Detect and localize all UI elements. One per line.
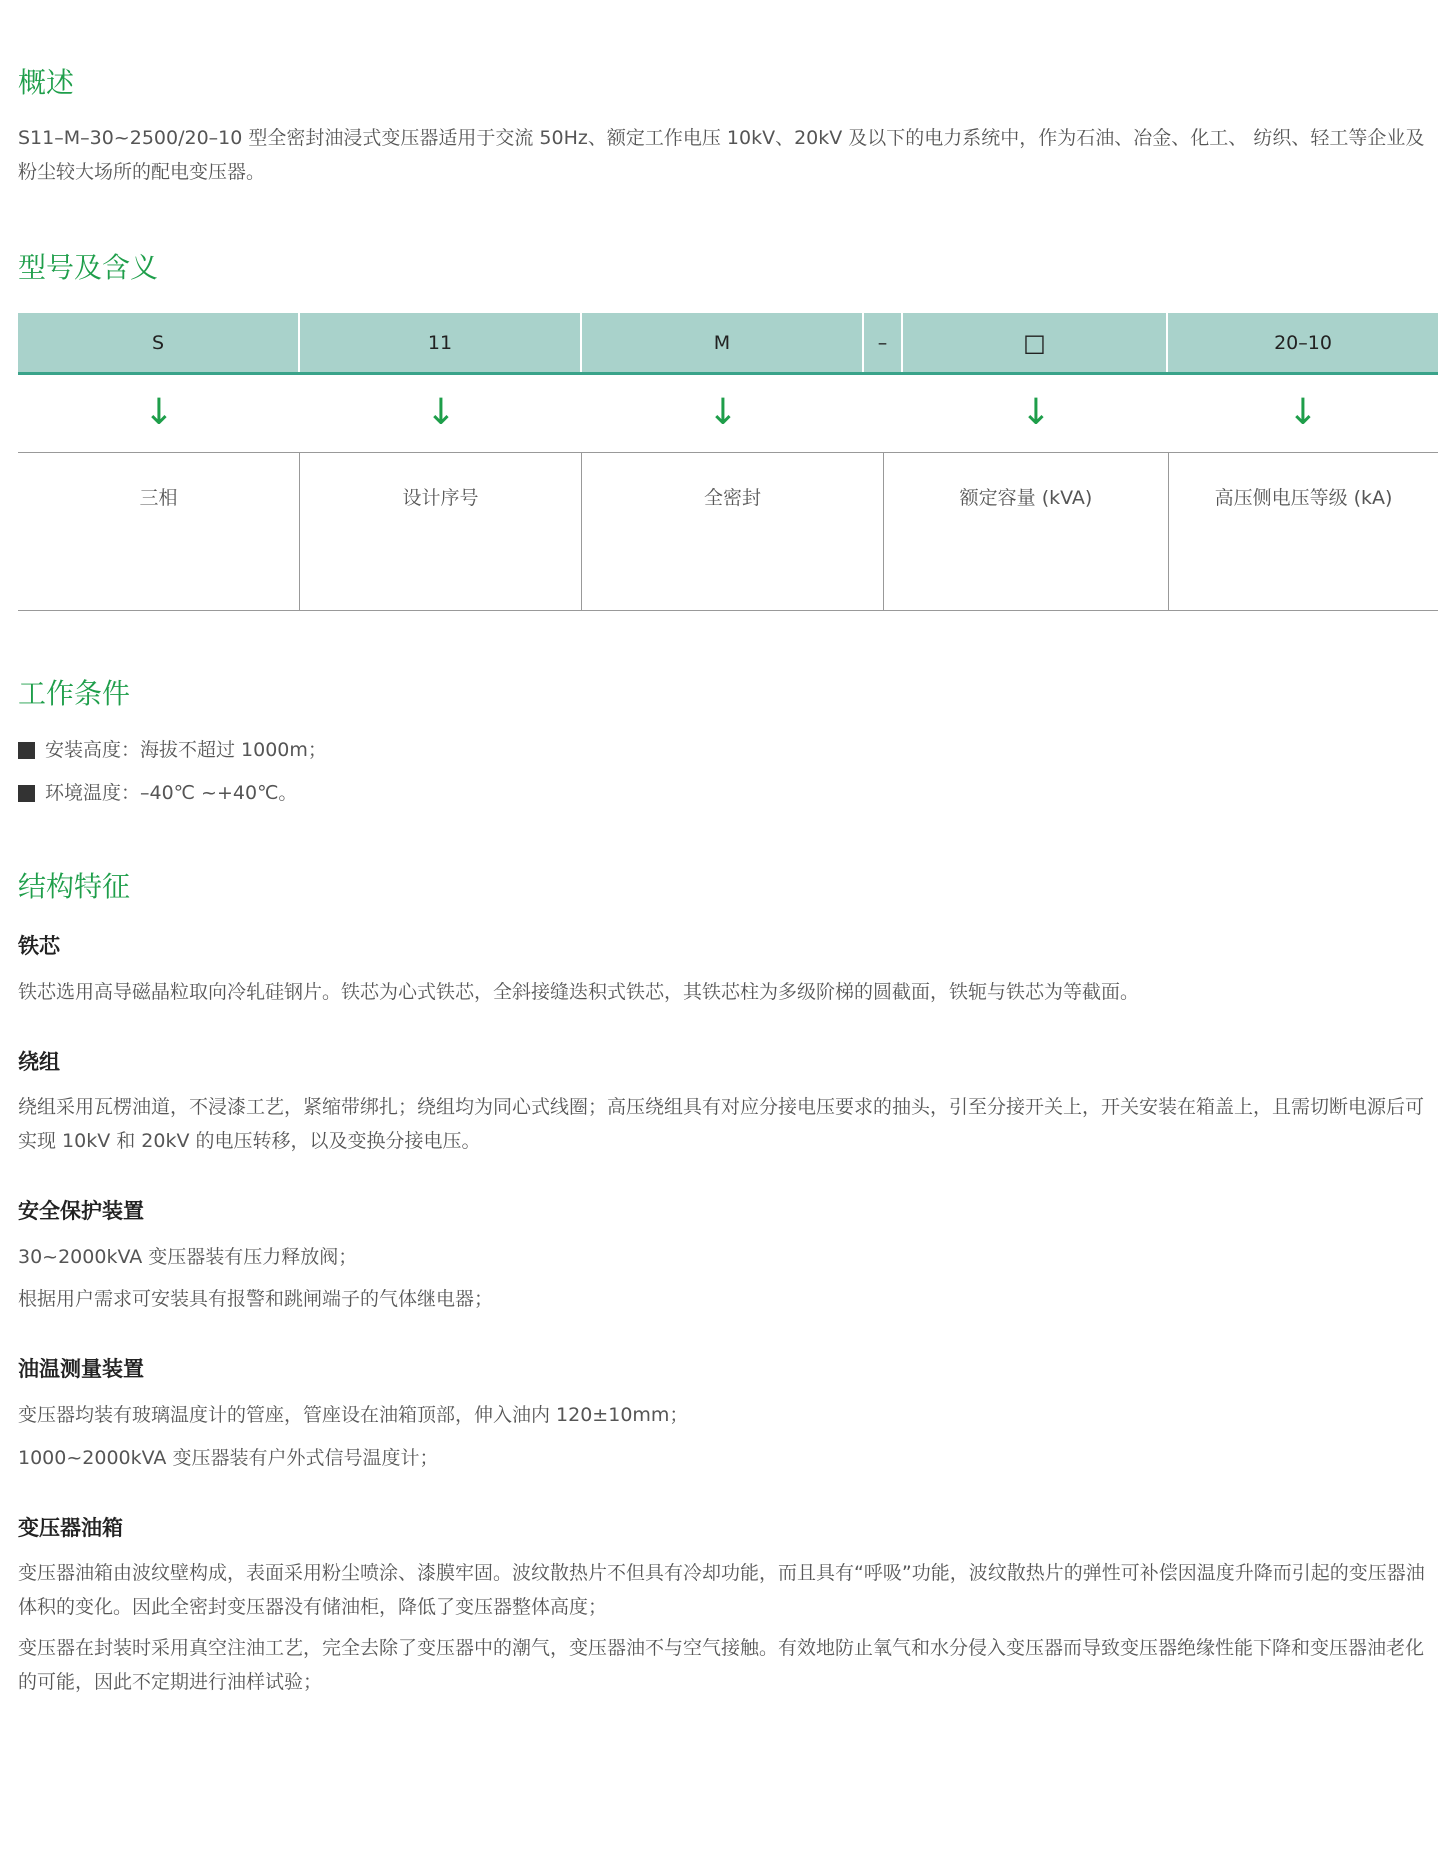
tank-line: 变压器油箱由波纹壁构成，表面采用粉尘喷涂、漆膜牢固。波纹散热片不但具有冷却功能，而且具有“呼吸”功能，波纹散热片的弹性可补偿因温度升降而引起的变压器油体积的变化。因此全密封变压器没有储油柜，降低了变压器整体高度； [18,1562,1425,1618]
section-title-overview: 概述 [18,66,75,99]
protection-line: 30~2000kVA 变压器装有压力释放阀； [18,1246,358,1268]
overview-text: S11–M–30~2500/20–10 型全密封油浸式变压器适用于交流 50Hz、额定工作电压 10kV、20kV 及以下的电力系统中，作为石油、冶金、化工、 纺织、轻工等企业及粉尘较大场所的配电变压器。 [18,127,1425,183]
winding-text: 绕组采用瓦楞油道，不浸漆工艺，紧缩带绑扎；绕组均为同心式线圈；高压绕组具有对应分接电压要求的抽头，引至分接开关上，开关安装在箱盖上，且需切断电源后可实现 10kV 和 20kV 的电压转移，以及变换分接电压。 [18,1096,1425,1152]
condition-item-text: 环境温度：–40℃ ~+40℃。 [45,782,298,804]
arrow-down-icon: ↓ [143,392,175,433]
subsection-title-protection: 安全保护装置 [18,1199,144,1223]
model-code-cell: □ [903,313,1168,372]
section-title-conditions: 工作条件 [18,677,131,710]
model-code-cell: 11 [300,313,582,372]
arrow-down-icon: ↓ [1020,392,1052,433]
protection-line: 根据用户需求可安装具有报警和跳闸端子的气体继电器； [18,1288,494,1310]
arrow-down-icon: ↓ [425,392,457,433]
core-text: 铁芯选用高导磁晶粒取向冷轧硅钢片。铁芯为心式铁芯，全斜接缝迭积式铁芯，其铁芯柱为多级阶梯的圆截面，铁轭与铁芯为等截面。 [18,981,1140,1003]
subsection-title-tank: 变压器油箱 [18,1516,123,1540]
square-bullet-icon [18,742,35,759]
model-description-cell: 设计序号 [300,453,582,610]
arrow-row [18,378,1438,452]
subsection-title-winding: 绕组 [18,1050,60,1074]
model-description-row [18,452,1438,611]
section-title-model: 型号及含义 [18,251,159,284]
arrow-down-icon: ↓ [707,392,739,433]
condition-item [18,778,297,808]
model-description-cell: 额定容量 (kVA) [884,453,1169,610]
subsection-title-core: 铁芯 [18,934,60,958]
section-title-structure: 结构特征 [18,870,131,903]
square-bullet-icon [18,785,35,802]
model-description-cell: 高压侧电压等级 (kA) [1214,487,1393,509]
oil-temp-line: 1000~2000kVA 变压器装有户外式信号温度计； [18,1447,439,1469]
model-code-cell: – [864,313,903,372]
model-code-header-row [18,313,1438,375]
oil-temp-line: 变压器均装有玻璃温度计的管座，管座设在油箱顶部，伸入油内 120±10mm； [18,1404,689,1426]
model-code-cell: M [582,313,864,372]
arrow-down-icon: ↓ [1287,392,1319,433]
model-description-cell: 三相 [18,453,300,610]
model-code-cell: 20–10 [1274,331,1332,354]
model-description-cell: 全密封 [582,453,884,610]
condition-item [18,735,327,765]
condition-item-text: 安装高度：海拔不超过 1000m； [45,739,327,761]
tank-line: 变压器在封装时采用真空注油工艺，完全去除了变压器中的潮气，变压器油不与空气接触。有效地防止氧气和水分侵入变压器而导致变压器绝缘性能下降和变压器油老化的可能，因此不定期进行油样试验； [18,1637,1425,1693]
model-code-cell: S [18,313,300,372]
subsection-title-oil-temp: 油温测量装置 [18,1357,144,1381]
